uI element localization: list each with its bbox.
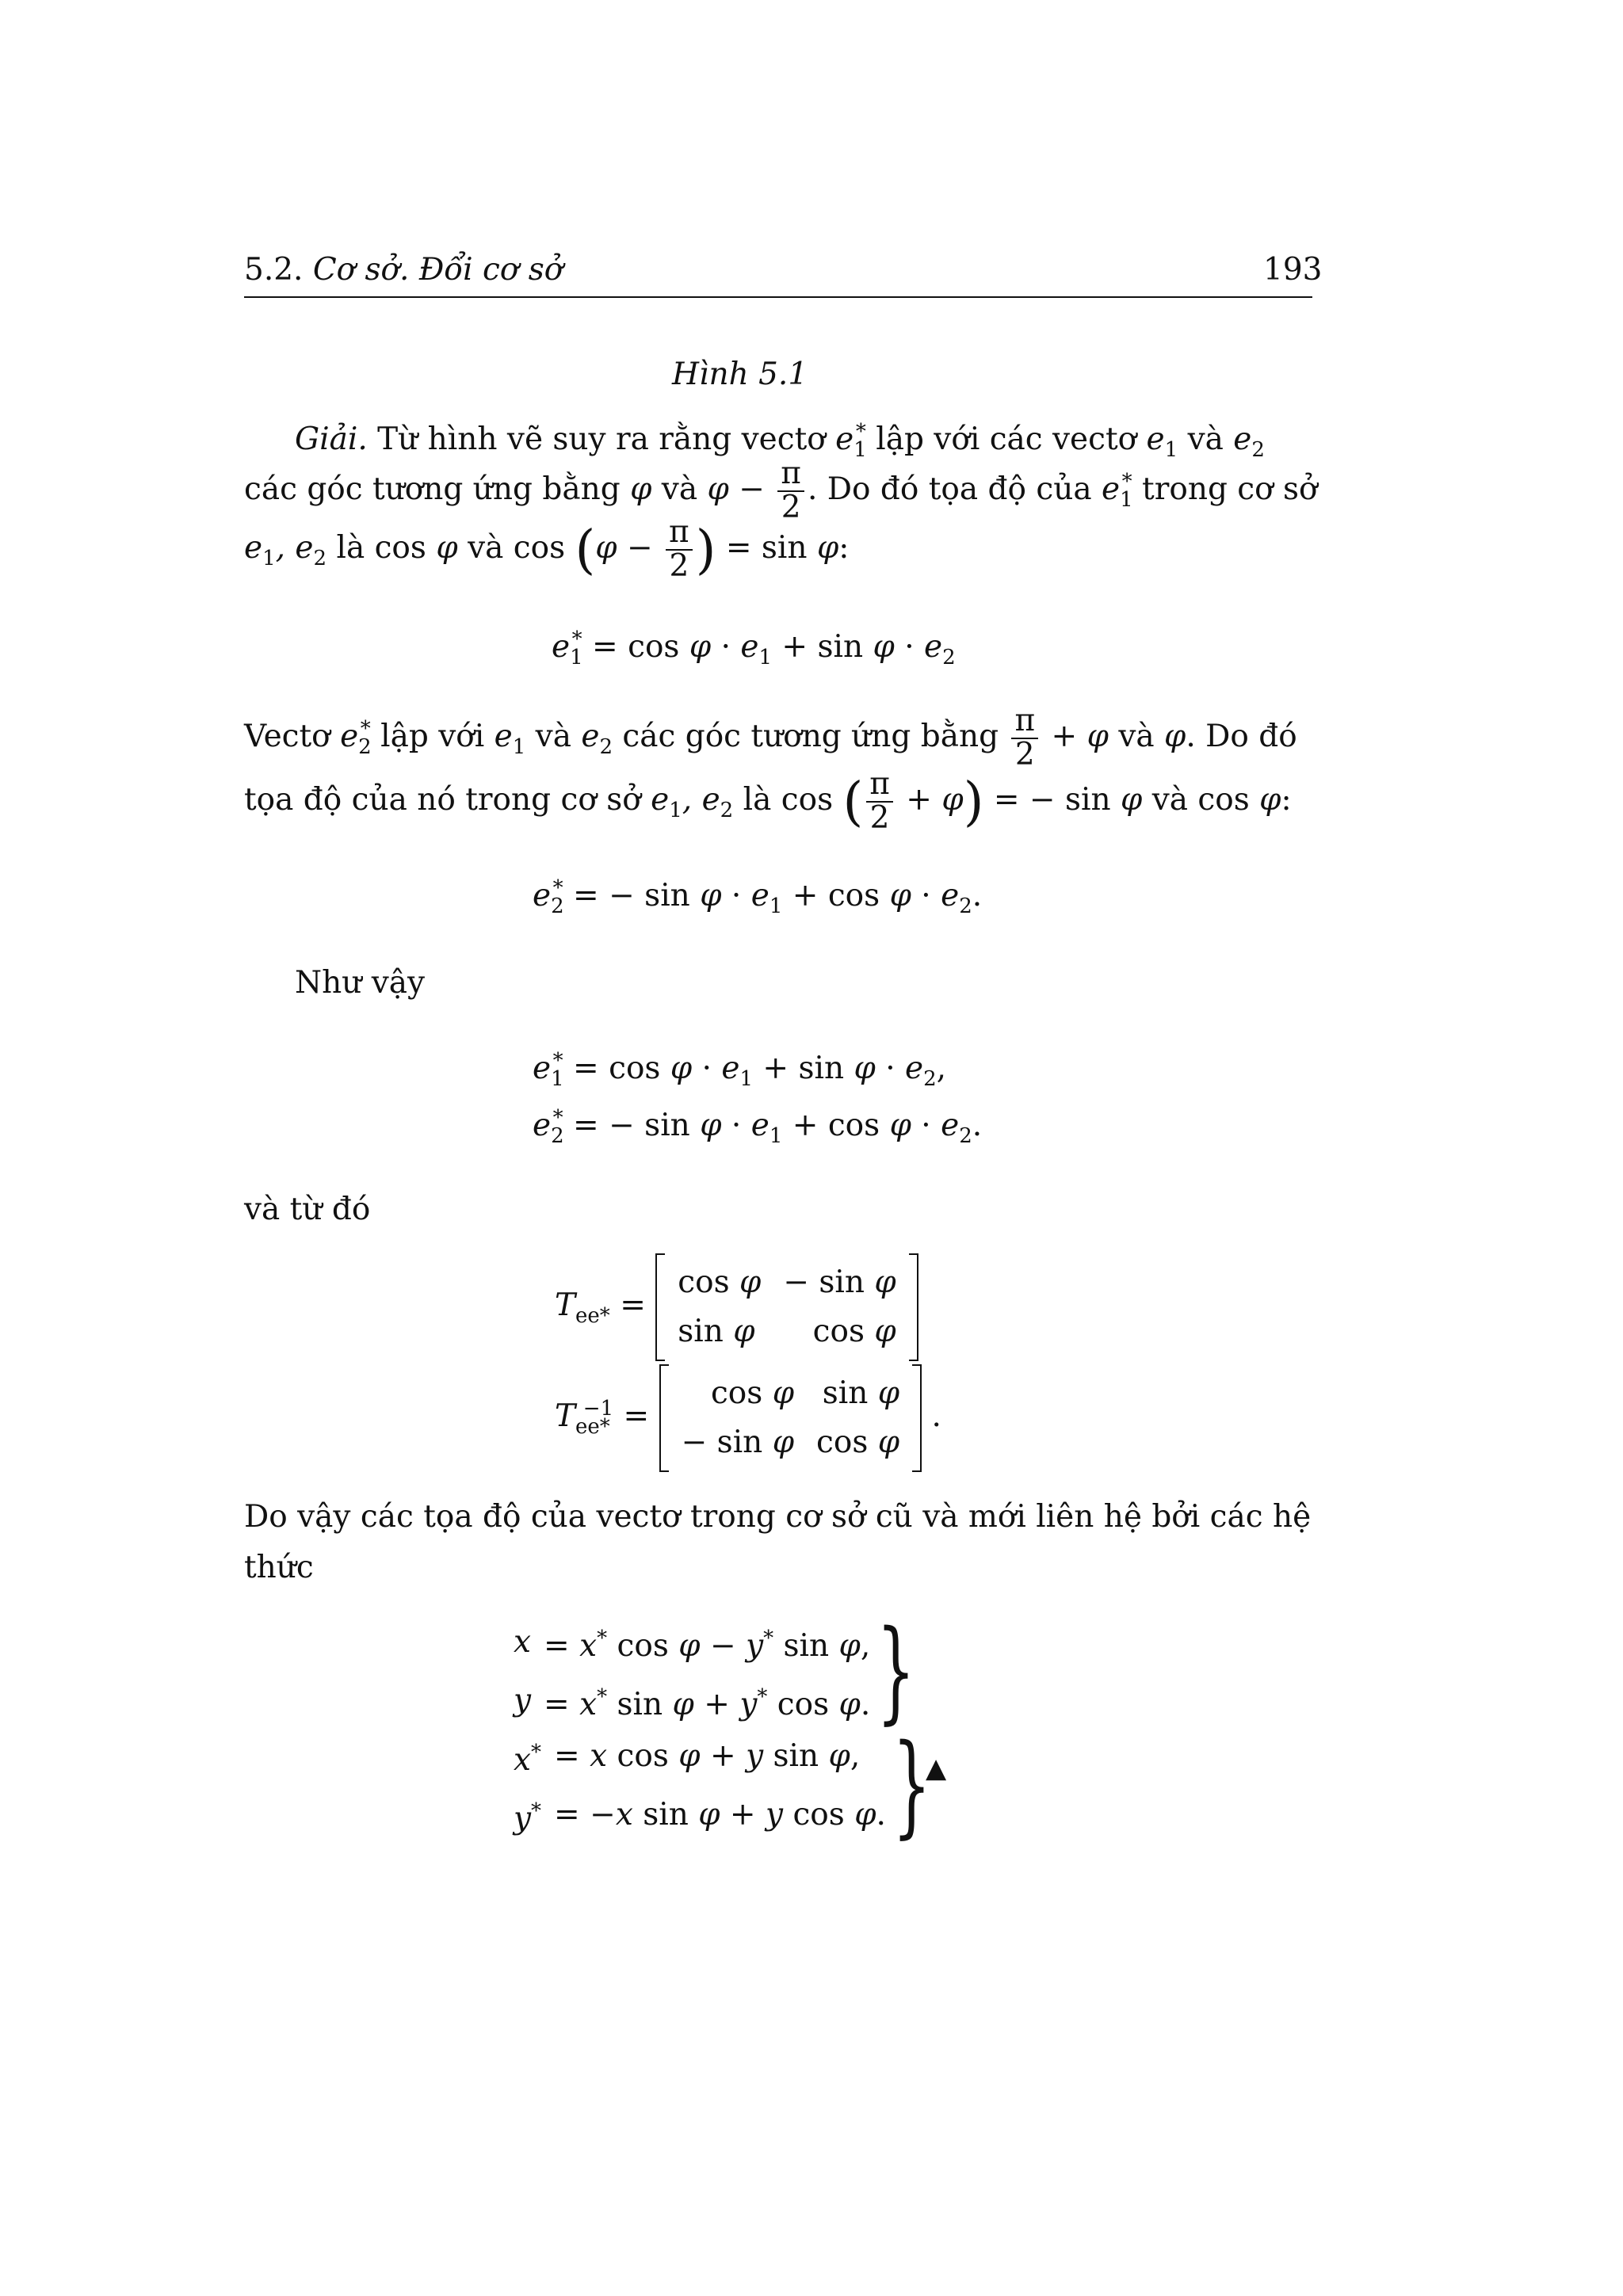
matrix-T: $T_{ee*}$ = cos φ − sin φ sin φ cos φ <box>555 1253 918 1361</box>
equation-e2: $e_2^*$ = − $\sin \varphi \cdot e_1 + \cos \varphi \cdot e_2$. <box>533 876 983 918</box>
section-title: Cơ sở. Đổi cơ sở <box>312 252 563 288</box>
system-e1: $e_1^* = \cos \varphi \cdot e_1 + \sin \varphi \cdot e_2$, <box>533 1049 947 1091</box>
running-header <box>244 252 563 288</box>
matrix-T-body: cos φ − sin φ sin φ cos φ <box>655 1253 918 1361</box>
matrix-T-inverse-body: cos φ sin φ − sin φ cos φ <box>659 1364 922 1472</box>
vector-e2-line-2: tọa độ của nó trong cơ sở $e_1$, $e_2$ là cos ( $\frac{\pi}{2}$ + φ) = − sin φ và cos φ: <box>244 766 1292 836</box>
header-rule <box>244 296 1312 298</box>
equation-e1: $e_1^* = \cos \varphi \cdot e_1 + \sin \varphi \cdot e_2$ <box>552 627 956 669</box>
vector-e2-line-1: Vectơ $e_2^*$ lập với $e_1$ và $e_2$ các góc tương ứng bằng $\frac{\pi}{2}$ + φ và φ. Do đó <box>244 703 1297 772</box>
system-e2: $e_2^*$ = − $\sin \varphi \cdot e_1 + \cos \varphi \cdot e_2$. <box>533 1106 983 1148</box>
do-vay-line-1: Do vậy các tọa độ của vectơ trong cơ sở cũ và mới liên hệ bởi các hệ <box>244 1499 1312 1535</box>
solution-line-1: Giải. Từ hình vẽ suy ra rằng vectơ $e_1^*$ lập với các vectơ $e_1$ và $e_2$ <box>295 420 1265 462</box>
coord-system-2: x* = x cos φ + y sin φ, y* = −x sin φ + y cos φ. } <box>514 1721 931 1850</box>
page-number: 193 <box>1263 252 1323 288</box>
solution-label: Giải. <box>295 421 368 457</box>
do-vay-line-2: thức <box>244 1550 314 1585</box>
coord-system-1: x = x* cos φ − y* sin φ, y = x* sin φ + y* cos φ. } <box>514 1607 916 1736</box>
matrix-T-inverse: $T_{ee*}^{-1}$ = cos φ sin φ − sin φ cos φ . <box>555 1364 941 1472</box>
right-brace-2: } <box>892 1721 931 1850</box>
right-brace-1: } <box>876 1607 916 1736</box>
solution-line-2: các góc tương ứng bằng φ và φ − $\frac{\pi}{2}$ . Do đó tọa độ của $e_1^*$ trong cơ sở <box>244 456 1318 525</box>
section-number: 5.2. <box>244 252 304 288</box>
va-tu-do: và từ đó <box>244 1192 371 1227</box>
end-of-proof-mark: ▲ <box>926 1753 947 1784</box>
figure-caption: Hình 5.1 <box>672 357 808 392</box>
solution-line-3: $e_1$, $e_2$ là cos φ và cos (φ − $\frac{\pi}{2}$ ) = sin φ: <box>244 514 850 584</box>
nhu-vay: Như vậy <box>295 965 426 1001</box>
